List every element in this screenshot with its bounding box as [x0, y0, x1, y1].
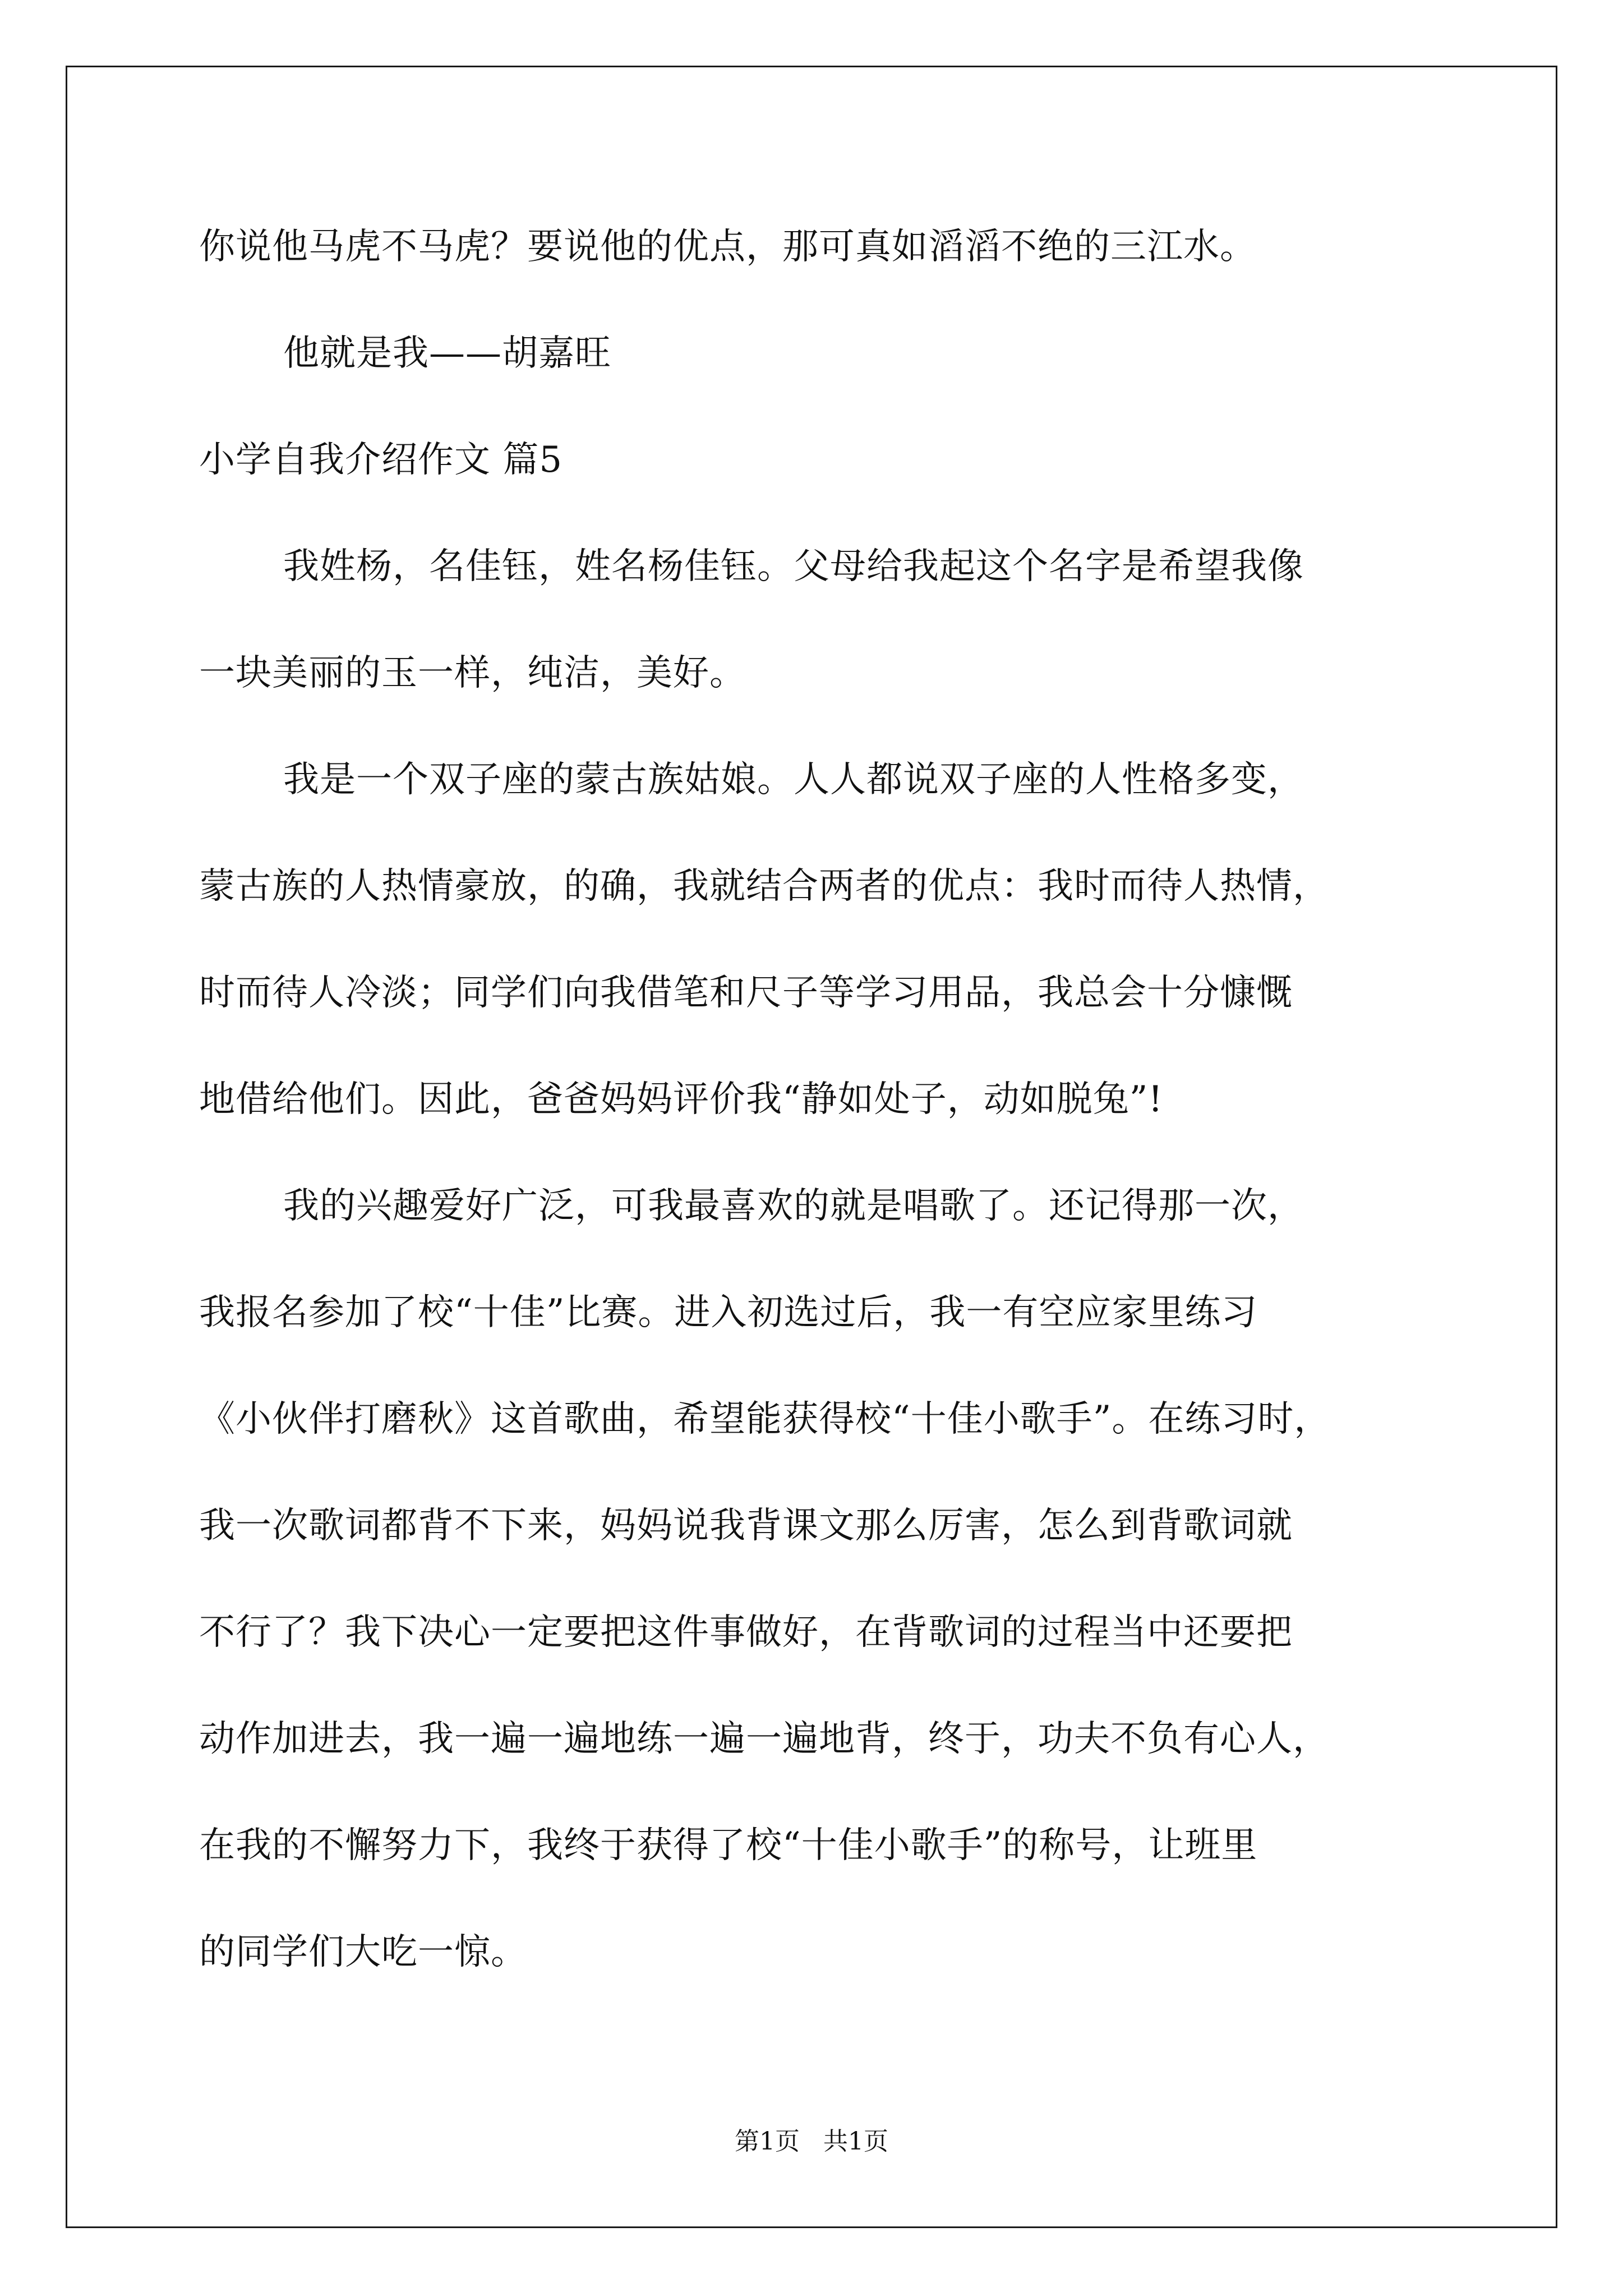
paragraph-line: 在我的不懈努力下，我终于获得了校“十佳小歌手”的称号，让班里 [199, 1825, 1258, 1866]
paragraph-line: 时而待人冷淡；同学们向我借笔和尺子等学习用品，我总会十分慷慨 [199, 972, 1293, 1014]
paragraph-line: 一块美丽的玉一样，纯洁，美好。 [199, 652, 746, 694]
paragraph-line: 动作加进去，我一遍一遍地练一遍一遍地背，终于，功夫不负有心人， [199, 1718, 1329, 1760]
paragraph-line: 我报名参加了校“十佳”比赛。进入初选过后，我一有空应家里练习 [199, 1292, 1258, 1333]
paragraph-line: 我是一个双子座的蒙古族姑娘。人人都说双子座的人性格多变， [283, 759, 1304, 800]
paragraph-line: 我的兴趣爱好广泛，可我最喜欢的就是唱歌了。还记得那一次， [283, 1185, 1304, 1227]
paragraph-line: 我一次歌词都背不下来，妈妈说我背课文那么厉害，怎么到背歌词就 [199, 1505, 1293, 1547]
paragraph-line: 地借给他们。因此，爸爸妈妈评价我“静如处子，动如脱兔”! [199, 1079, 1164, 1120]
section-heading: 小学自我介绍作文 篇5 [199, 439, 563, 481]
paragraph-line: 不行了？我下决心一定要把这件事做好，在背歌词的过程当中还要把 [199, 1612, 1293, 1653]
paragraph-line: 《小伙伴打磨秋》这首歌曲，希望能获得校“十佳小歌手”。在练习时， [199, 1398, 1331, 1440]
paragraph-line: 你说他马虎不马虎？要说他的优点，那可真如滔滔不绝的三江水。 [199, 226, 1256, 268]
paragraph-line: 蒙古族的人热情豪放，的确，我就结合两者的优点：我时而待人热情， [199, 866, 1329, 907]
page-number-footer: 第1页 共1页 [735, 2127, 888, 2156]
signature-line: 他就是我——胡嘉旺 [283, 333, 611, 374]
paragraph-line: 我姓杨，名佳钰，姓名杨佳钰。父母给我起这个名字是希望我像 [283, 546, 1304, 587]
paragraph-line: 的同学们大吃一惊。 [199, 1931, 527, 1973]
page-border [66, 66, 1557, 2228]
